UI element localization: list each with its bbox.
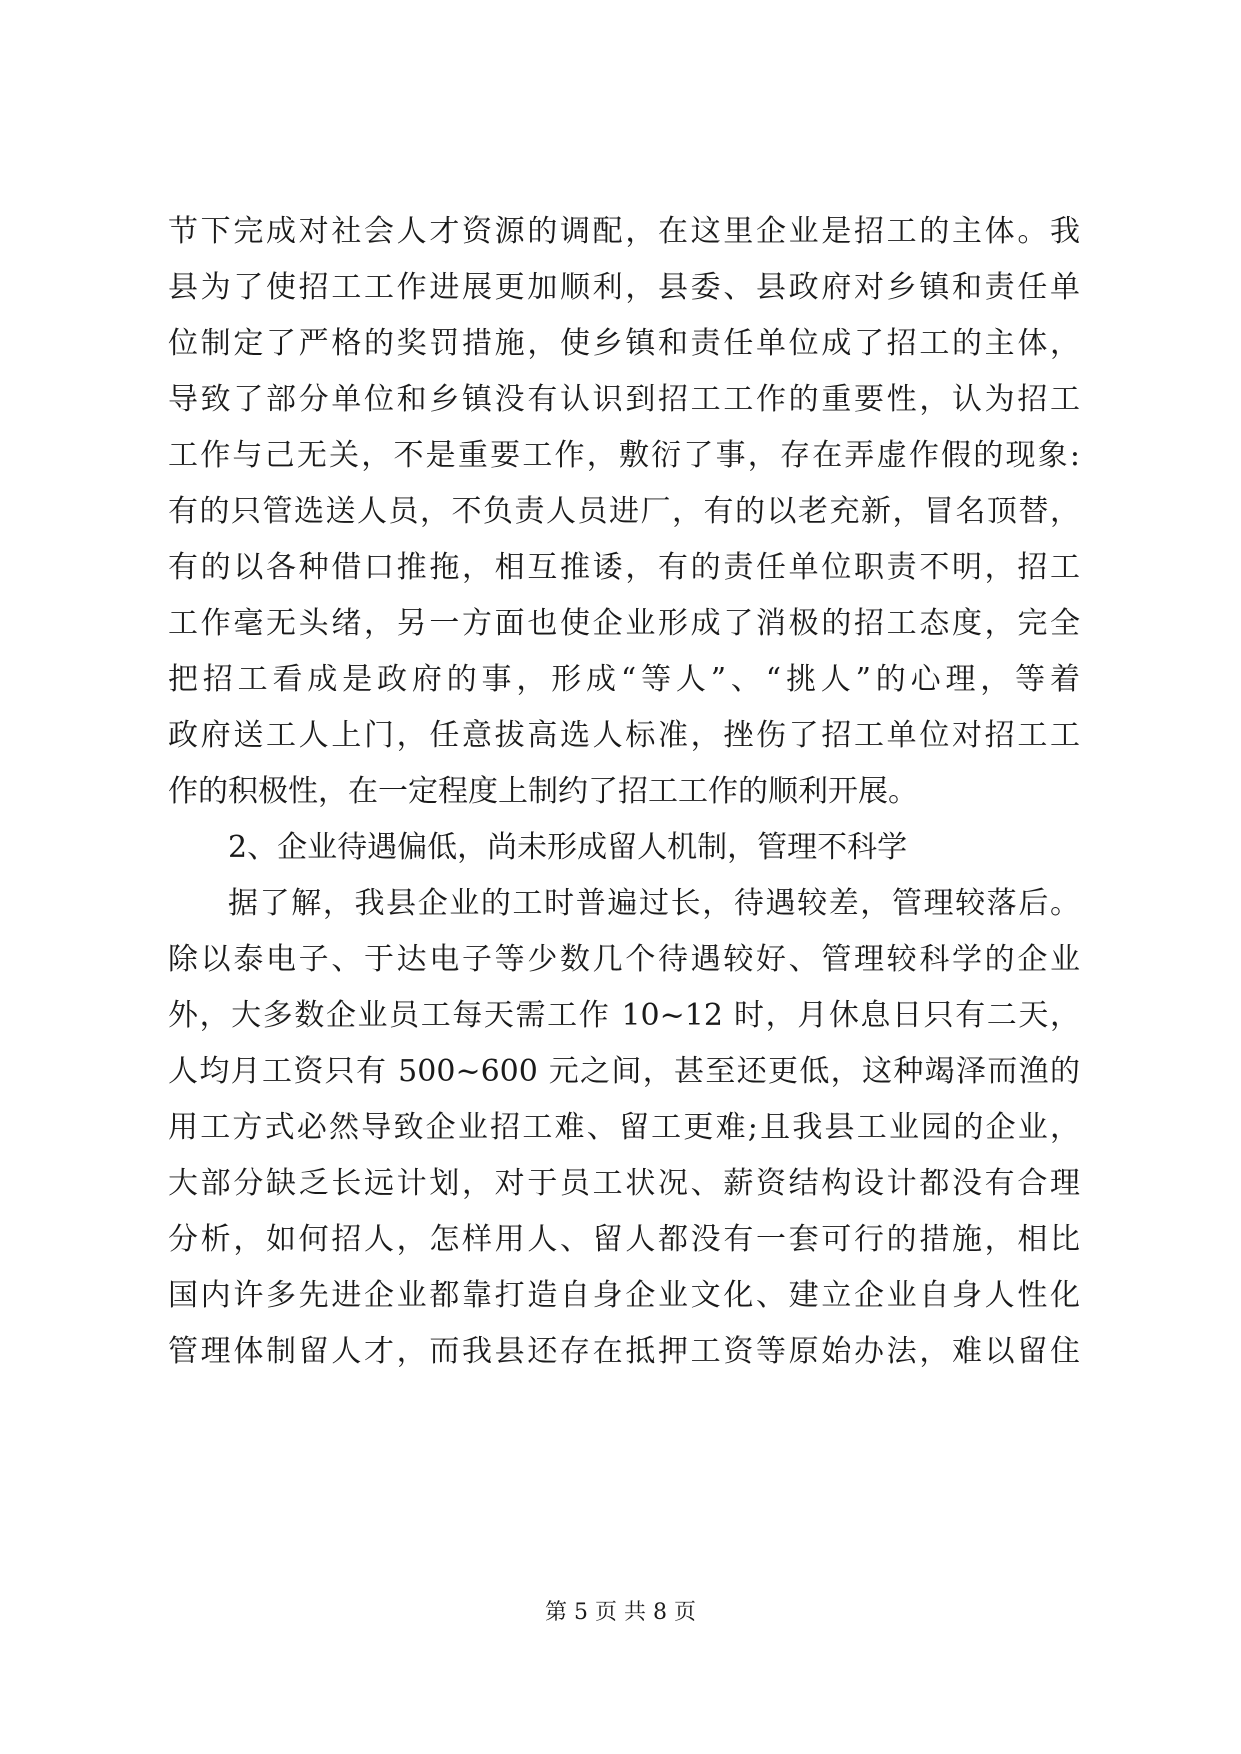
body-text-line: 把招工看成是政府的事，形成“等人”、“挑人”的心理，等着 <box>168 662 1080 697</box>
body-text-line: 县为了使招工工作进展更加顺利，县委、县政府对乡镇和责任单 <box>168 270 1080 305</box>
body-text-line: 工作与己无关，不是重要工作，敷衍了事，存在弄虚作假的现象: <box>168 438 1080 473</box>
body-text-line: 人均月工资只有 500~600 元之间，甚至还更低，这种竭泽而渔的 <box>168 1054 1080 1089</box>
body-text-line: 据了解，我县企业的工时普遍过长，待遇较差，管理较落后。 <box>228 886 1080 921</box>
body-text-line: 国内许多先进企业都靠打造自身企业文化、建立企业自身人性化 <box>168 1278 1080 1313</box>
body-text-line: 分析，如何招人，怎样用人、留人都没有一套可行的措施，相比 <box>168 1222 1080 1257</box>
body-text-line: 作的积极性，在一定程度上制约了招工工作的顺利开展。 <box>168 774 918 809</box>
body-text-line: 用工方式必然导致企业招工难、留工更难;且我县工业园的企业， <box>168 1110 1080 1145</box>
body-text-line: 节下完成对社会人才资源的调配，在这里企业是招工的主体。我 <box>168 214 1080 249</box>
section-heading: 2、企业待遇偏低，尚未形成留人机制，管理不科学 <box>228 830 908 865</box>
body-text-line: 位制定了严格的奖罚措施，使乡镇和责任单位成了招工的主体， <box>168 326 1080 361</box>
page-number-footer: 第 5 页 共 8 页 <box>545 1600 696 1625</box>
body-text-line: 导致了部分单位和乡镇没有认识到招工工作的重要性，认为招工 <box>168 382 1080 417</box>
body-text-line: 除以泰电子、于达电子等少数几个待遇较好、管理较科学的企业 <box>168 942 1080 977</box>
body-text-line: 有的只管选送人员，不负责人员进厂，有的以老充新，冒名顶替， <box>168 494 1080 529</box>
body-text-line: 工作毫无头绪，另一方面也使企业形成了消极的招工态度，完全 <box>168 606 1080 641</box>
body-text-line: 大部分缺乏长远计划，对于员工状况、薪资结构设计都没有合理 <box>168 1166 1080 1201</box>
body-text-line: 外，大多数企业员工每天需工作 10~12 时，月休息日只有二天， <box>168 998 1080 1033</box>
body-text-line: 有的以各种借口推拖，相互推诿，有的责任单位职责不明，招工 <box>168 550 1080 585</box>
body-text-line: 政府送工人上门，任意拔高选人标准，挫伤了招工单位对招工工 <box>168 718 1080 753</box>
body-text-line: 管理体制留人才，而我县还存在抵押工资等原始办法，难以留住 <box>168 1334 1080 1369</box>
